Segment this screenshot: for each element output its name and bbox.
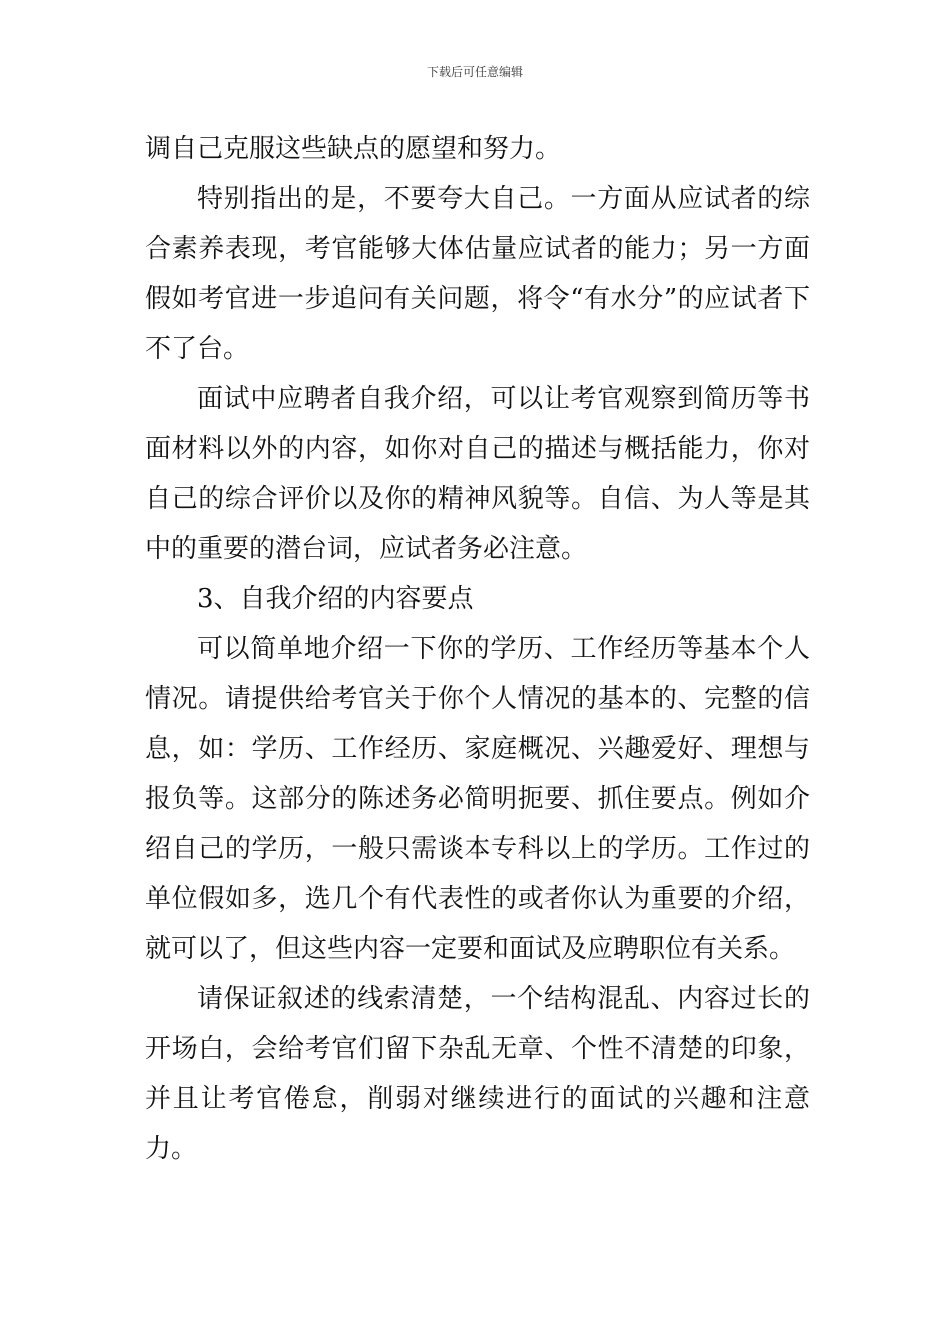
page-header: 下载后可任意编辑 [426,65,523,79]
paragraph-content-points: 可以简单地介绍一下你的学历、工作经历等基本个人情况。请提供给考官关于你个人情况的基本的、完整的信息，如：学历、工作经历、家庭概况、兴趣爱好、理想与报负等。这部分的陈述务必简明扼要、抓住要点。例如介绍自己的学历，一般只需谈本专科以上的学历。工作过的单位假如多，选几个有代表性的或者你认为重要的介绍，就可以了，但这些内容一定要和面试及应聘职位有关系。 [145,634,810,964]
paragraph-self-introduction: 面试中应聘者自我介绍，可以让考官观察到简历等书面材料以外的内容，如你对自己的描述与概括能力，你对自己的综合评价以及你的精神风貌等。自信、为人等是其中的重要的潜台词，应试者务必注意。 [145,384,810,564]
paragraph-do-not-exaggerate: 特别指出的是，不要夸大自己。一方面从应试者的综合素养表现，考官能够大体估量应试者的能力；另一方面假如考官进一步追问有关问题，将令“有水分”的应试者下不了台。 [145,184,810,364]
paragraph-continuation: 调自己克服这些缺点的愿望和努力。 [145,134,562,164]
document-body [145,124,810,1174]
paragraph-clear-narrative: 请保证叙述的线索清楚，一个结构混乱、内容过长的开场白，会给考官们留下杂乱无章、个性不清楚的印象，并且让考官倦怠，削弱对继续进行的面试的兴趣和注意力。 [145,984,810,1164]
section-heading: 3、自我介绍的内容要点 [197,584,474,614]
